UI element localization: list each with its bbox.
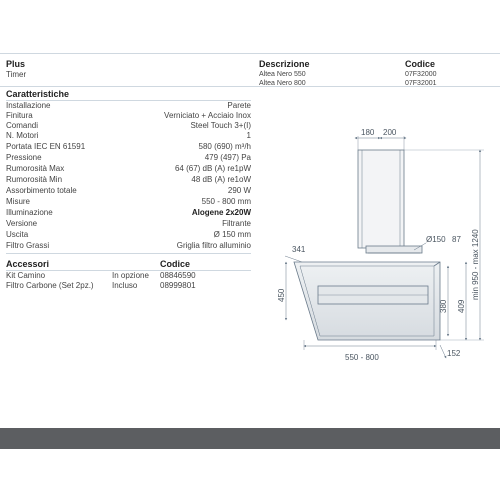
dim-200: 200 <box>383 128 397 137</box>
spec-row: Rumorosità Min 48 dB (A) re1oW <box>6 175 251 184</box>
spec-row: Portata IEC EN 61591 580 (690) m³/h <box>6 142 251 151</box>
descrizione-item-0-name: Altea Nero 550 <box>259 71 306 78</box>
descrizione-item-0-code: 07F32000 <box>405 71 437 78</box>
dim-409: 409 <box>457 299 466 313</box>
footer-bar <box>0 428 500 449</box>
dim-180: 180 <box>361 128 375 137</box>
dim-152: 152 <box>447 349 461 358</box>
plus-title: Plus <box>6 59 26 69</box>
caratteristiche-title: Caratteristiche <box>6 89 70 99</box>
dim-vertical: min 950 - max 1240 <box>471 229 480 300</box>
dim-diameter-150: Ø150 <box>426 235 446 244</box>
spec-row: Assorbimento totale 290 W <box>6 186 251 195</box>
descrizione-code-title: Codice <box>405 59 436 69</box>
spec-row: Installazione Parete <box>6 101 251 110</box>
spec-row: Uscita Ø 150 mm <box>6 230 251 239</box>
descrizione-item-1-name: Altea Nero 800 <box>259 80 306 87</box>
outlet <box>366 246 422 253</box>
accessory-1-name: Filtro Carbone (Set 2pz.) <box>6 281 94 290</box>
spec-row: Comandi Steel Touch 3+(I) <box>6 121 251 130</box>
spec-row: Illuminazione Alogene 2x20W <box>6 208 251 217</box>
descrizione-title: Descrizione <box>259 59 310 69</box>
spec-row: Versione Filtrante <box>6 219 251 228</box>
spec-row: Rumorosità Max 64 (67) dB (A) re1pW <box>6 164 251 173</box>
dim-87: 87 <box>452 235 461 244</box>
spec-row: Misure 550 - 800 mm <box>6 197 251 206</box>
plus-item: Timer <box>6 70 27 79</box>
spec-row: Pressione 479 (497) Pa <box>6 153 251 162</box>
dim-450: 450 <box>277 288 286 302</box>
accessory-0-status: In opzione <box>112 271 149 280</box>
spec-row: Finitura Verniciato + Acciaio Inox <box>6 111 251 120</box>
accessori-code-title: Codice <box>160 259 191 269</box>
dim-550-800: 550 - 800 <box>345 353 379 362</box>
accessory-0-code: 08846590 <box>160 271 196 280</box>
spec-row: Filtro Grassi Griglia filtro alluminio <box>6 241 251 250</box>
accessori-title: Accessori <box>6 259 50 269</box>
dim-341: 341 <box>292 245 306 254</box>
dim-380: 380 <box>439 299 448 313</box>
accessory-1-code: 08999801 <box>160 281 196 290</box>
descrizione-item-1-code: 07F32001 <box>405 80 437 87</box>
accessory-0-name: Kit Camino <box>6 271 46 280</box>
spec-row: N. Motori 1 <box>6 131 251 140</box>
accessory-1-status: Incluso <box>112 281 138 290</box>
chimney <box>358 150 404 248</box>
